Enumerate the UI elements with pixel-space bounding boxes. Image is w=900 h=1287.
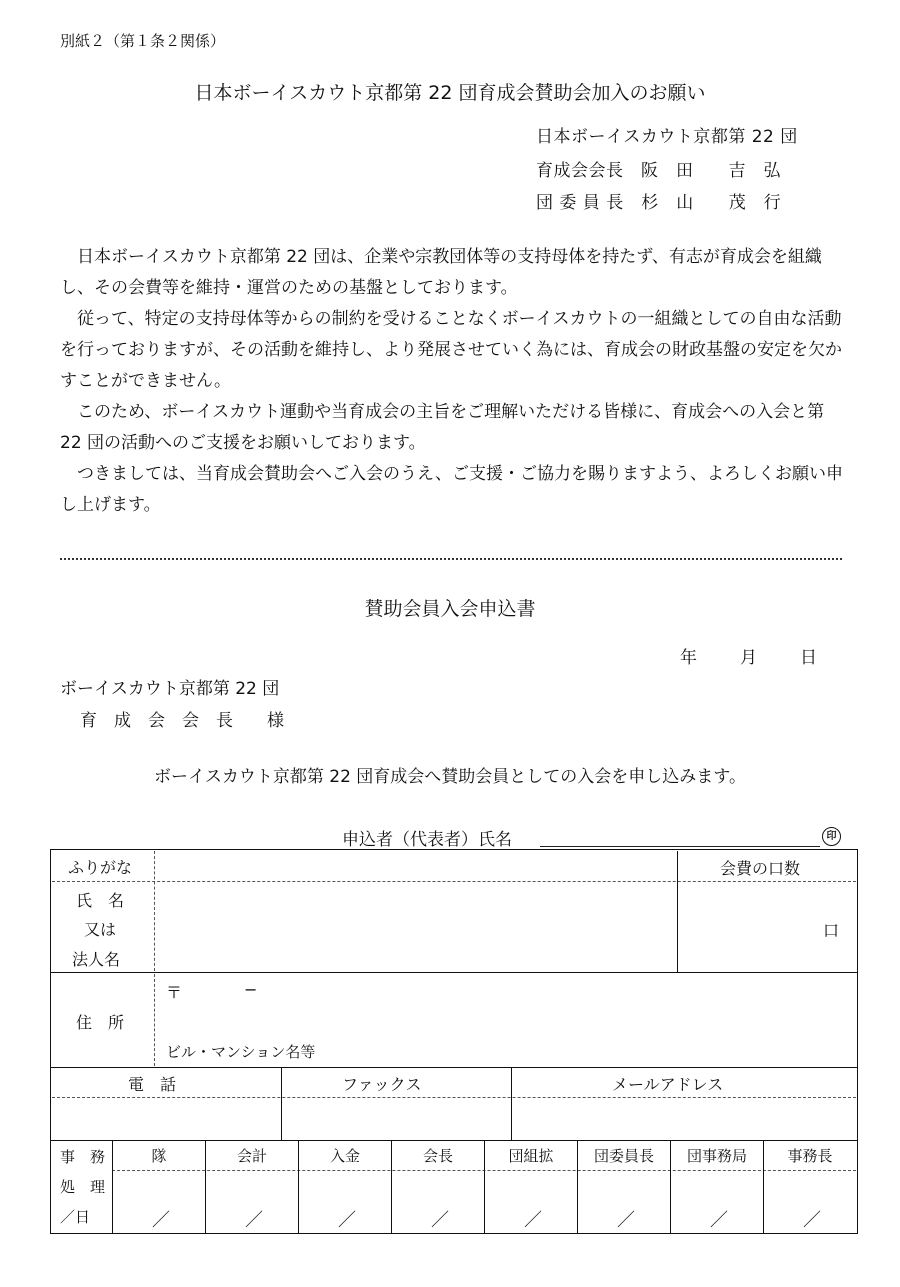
address-label: 住 所 (76, 1013, 125, 1032)
date-slash: ／ (245, 1210, 263, 1231)
document-title: 日本ボーイスカウト京都第 22 団育成会賛助会加入のお願い (194, 82, 706, 104)
date-slash: ／ (524, 1210, 542, 1231)
name-label: 氏 名 (76, 891, 125, 910)
office-column-header: 会計 (236, 1147, 267, 1165)
body-text (60, 242, 850, 521)
row-divider (52, 1097, 856, 1098)
units-field[interactable] (684, 886, 814, 968)
email-label: メールアドレス (612, 1075, 724, 1094)
fax-field[interactable] (285, 1101, 508, 1137)
date-year: 年 (680, 648, 697, 668)
postal-mark: 〒 (166, 983, 183, 1002)
form-title: 賛助会員入会申込書 (364, 598, 536, 620)
phone-field[interactable] (54, 1101, 278, 1137)
corporate-name-label: 法人名 (72, 950, 121, 969)
office-column-header: 事務長 (787, 1147, 833, 1165)
units-header: 会費の口数 (720, 859, 801, 878)
office-label: 事 務 (60, 1148, 106, 1166)
col-divider (281, 1067, 282, 1140)
furigana-field[interactable] (160, 853, 672, 879)
building-label: ビル・マンション名等 (166, 1043, 316, 1061)
col-divider (154, 851, 155, 971)
postal-dash: − (244, 980, 258, 999)
office-column-header: 入金 (329, 1147, 360, 1165)
signatory-org: 日本ボーイスカウト京都第 22 団 (536, 127, 798, 147)
date-label: ／日 (60, 1208, 91, 1226)
fax-label: ファックス (342, 1075, 422, 1094)
date-slash: ／ (152, 1210, 170, 1231)
phone-label: 電 話 (128, 1075, 177, 1094)
addressee-org: ボーイスカウト京都第 22 団 (60, 679, 280, 699)
seal-icon: 印 (822, 827, 841, 846)
paragraph: このため、ボーイスカウト運動や当育成会の主旨をご理解いただける皆様に、育成会への入会と第 22 団の活動へのご支援をお願いしております。 (60, 402, 825, 453)
applicant-label: 申込者（代表者）氏名 (342, 830, 512, 850)
paragraph: 従って、特定の支持母体等からの制約を受けることなくボーイスカウトの一組織としての自由な活動を行っておりますが、その活動を維持し、より発展させていく為には、育成会の財政基盤の安定を欠かすことができません。 (60, 309, 842, 391)
name-label-or: 又は (84, 920, 117, 939)
date-slash: ／ (431, 1210, 449, 1231)
form-number: 別紙２（第１条２関係） (60, 32, 226, 50)
office-column-header: 団委員長 (593, 1147, 654, 1165)
applicant-name-field[interactable] (540, 846, 820, 847)
name-field[interactable] (160, 886, 672, 968)
office-column-header: 隊 (151, 1147, 167, 1165)
date-slash: ／ (338, 1210, 356, 1231)
signatory-committee-head: 団 委 員 長 杉 山 茂 行 (536, 193, 782, 213)
office-column-header: 団組拡 (508, 1147, 554, 1165)
row-divider (52, 881, 856, 882)
paragraph: つきましては、当育成会賛助会へご入会のうえ、ご支援・ご協力を賜りますよう、よろしくお願い申し上げます。 (60, 464, 844, 515)
date-slash: ／ (710, 1210, 728, 1231)
row-divider (50, 1067, 858, 1068)
signatory-chair: 育成会会長 阪 田 吉 弘 (536, 161, 781, 181)
units-suffix: 口 (823, 921, 840, 940)
date-slash: ／ (617, 1210, 635, 1231)
date-day: 日 (800, 648, 817, 668)
email-field[interactable] (515, 1101, 855, 1137)
row-divider (50, 972, 858, 973)
office-column-header: 団事務局 (686, 1147, 747, 1165)
paragraph: 日本ボーイスカウト京都第 22 団は、企業や宗教団体等の支持母体を持たず、有志が育成会を組織し、その会費等を維持・運営のための基盤としております。 (60, 247, 822, 298)
date-month: 月 (740, 648, 757, 668)
processing-label: 処 理 (60, 1178, 106, 1196)
col-divider (154, 974, 155, 1066)
office-column-header: 会長 (422, 1147, 453, 1165)
date-slash: ／ (803, 1210, 821, 1231)
addressee: 育 成 会 会 長 様 (80, 711, 284, 731)
application-statement: ボーイスカウト京都第 22 団育成会へ賛助会員としての入会を申し込みます。 (154, 767, 746, 787)
cut-line (60, 558, 842, 560)
row-divider (50, 1140, 858, 1141)
col-divider (511, 1067, 512, 1140)
col-divider (677, 851, 678, 972)
furigana-label: ふりがな (68, 858, 133, 877)
address-field[interactable] (190, 978, 850, 1036)
